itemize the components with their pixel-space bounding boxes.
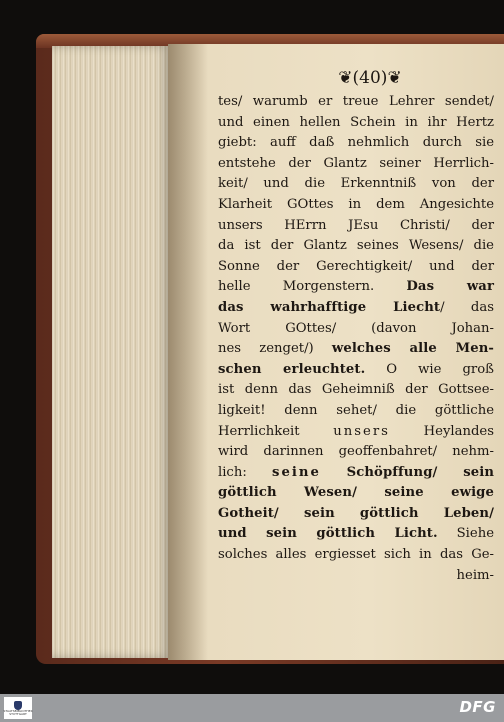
text-run: schen erleuchtet. — [218, 361, 366, 377]
text-run: solches alles ergiesset sich in das Ge- — [218, 547, 494, 563]
text-line — [218, 524, 494, 545]
text-run: Das war — [406, 279, 494, 295]
text-line — [218, 463, 494, 484]
text-run: lich: — [218, 464, 273, 480]
gutter-shadow — [168, 44, 208, 660]
text-run: göttlich Wesen/ seine ewige — [218, 485, 494, 501]
text-run: Gotheit/ sein göttlich Leben/ — [218, 505, 494, 521]
text-line — [218, 133, 494, 154]
text-line — [218, 545, 494, 566]
text-run: Heylandes — [389, 423, 494, 439]
text-run: seine — [272, 464, 321, 480]
text-line — [218, 195, 494, 216]
viewer-footer-bar — [0, 694, 504, 722]
page-edges — [52, 46, 170, 658]
text-line — [218, 236, 494, 257]
text-run: ligkeit! denn sehet/ die göttliche — [218, 402, 494, 418]
text-run: welches alle Men- — [331, 341, 494, 357]
text-line — [218, 154, 494, 175]
text-line — [218, 92, 494, 113]
text-run: Sonne der Gerechtigkeit/ und der — [218, 258, 494, 274]
page-number-header: ❦(40)❦ — [338, 68, 402, 88]
text-run: O wie groß — [365, 361, 494, 377]
text-run: entstehe der Glantz seiner Herrlich- — [218, 155, 494, 171]
text-line — [218, 339, 494, 360]
text-line — [218, 442, 494, 463]
page-body-text — [218, 92, 494, 586]
text-line — [218, 298, 494, 319]
text-run: Herrlichkeit — [218, 423, 334, 439]
text-line — [218, 380, 494, 401]
text-run: unsers — [333, 423, 390, 439]
text-run: nes zenget/) — [218, 341, 332, 357]
text-line — [218, 174, 494, 195]
text-run: wird darinnen geoffenbahret/ nehm- — [218, 444, 494, 460]
text-run: / das — [440, 299, 494, 315]
text-line — [218, 504, 494, 525]
text-run: keit/ und die Erkenntniß von der — [218, 176, 494, 192]
text-run: und einen hellen Schein in ihr Hertz — [218, 114, 494, 130]
text-line — [218, 360, 494, 381]
text-run: unsers HErrn JEsu Christi/ der — [218, 217, 494, 233]
text-run: Siehe — [437, 526, 494, 542]
text-run: Schöpffung/ sein — [320, 464, 495, 480]
text-line — [218, 401, 494, 422]
library-logo[interactable] — [4, 697, 32, 719]
logo-line-1: STAATSBIBLIOTHEK — [3, 708, 33, 713]
text-run: Klarheit GOttes in dem Angesichte — [218, 196, 494, 212]
text-line — [218, 483, 494, 504]
text-run: tes/ warumb er treue Lehrer sendet/ — [218, 94, 494, 109]
text-run: helle Morgenstern. — [218, 279, 407, 295]
text-line — [218, 113, 494, 134]
text-run: da ist der Glantz seines Wesens/ die — [218, 238, 494, 254]
dfg-logo[interactable]: DFG — [459, 698, 496, 716]
text-run: das wahrhafftige Liecht — [218, 299, 441, 315]
text-run: und sein göttlich Licht. — [218, 526, 438, 542]
text-line — [218, 319, 494, 340]
logo-line-2: STUTTGART — [9, 711, 27, 716]
text-run: ist denn das Geheimniß der Gottsee- — [218, 382, 494, 398]
text-line — [218, 257, 494, 278]
catchword: heim- — [456, 567, 494, 583]
text-run: Wort GOttes/ (davon Johan- — [218, 320, 494, 336]
text-line — [218, 277, 494, 298]
text-line — [218, 216, 494, 237]
text-line — [218, 422, 494, 443]
text-run: giebt: auff daß nehmlich durch sie — [218, 135, 494, 151]
